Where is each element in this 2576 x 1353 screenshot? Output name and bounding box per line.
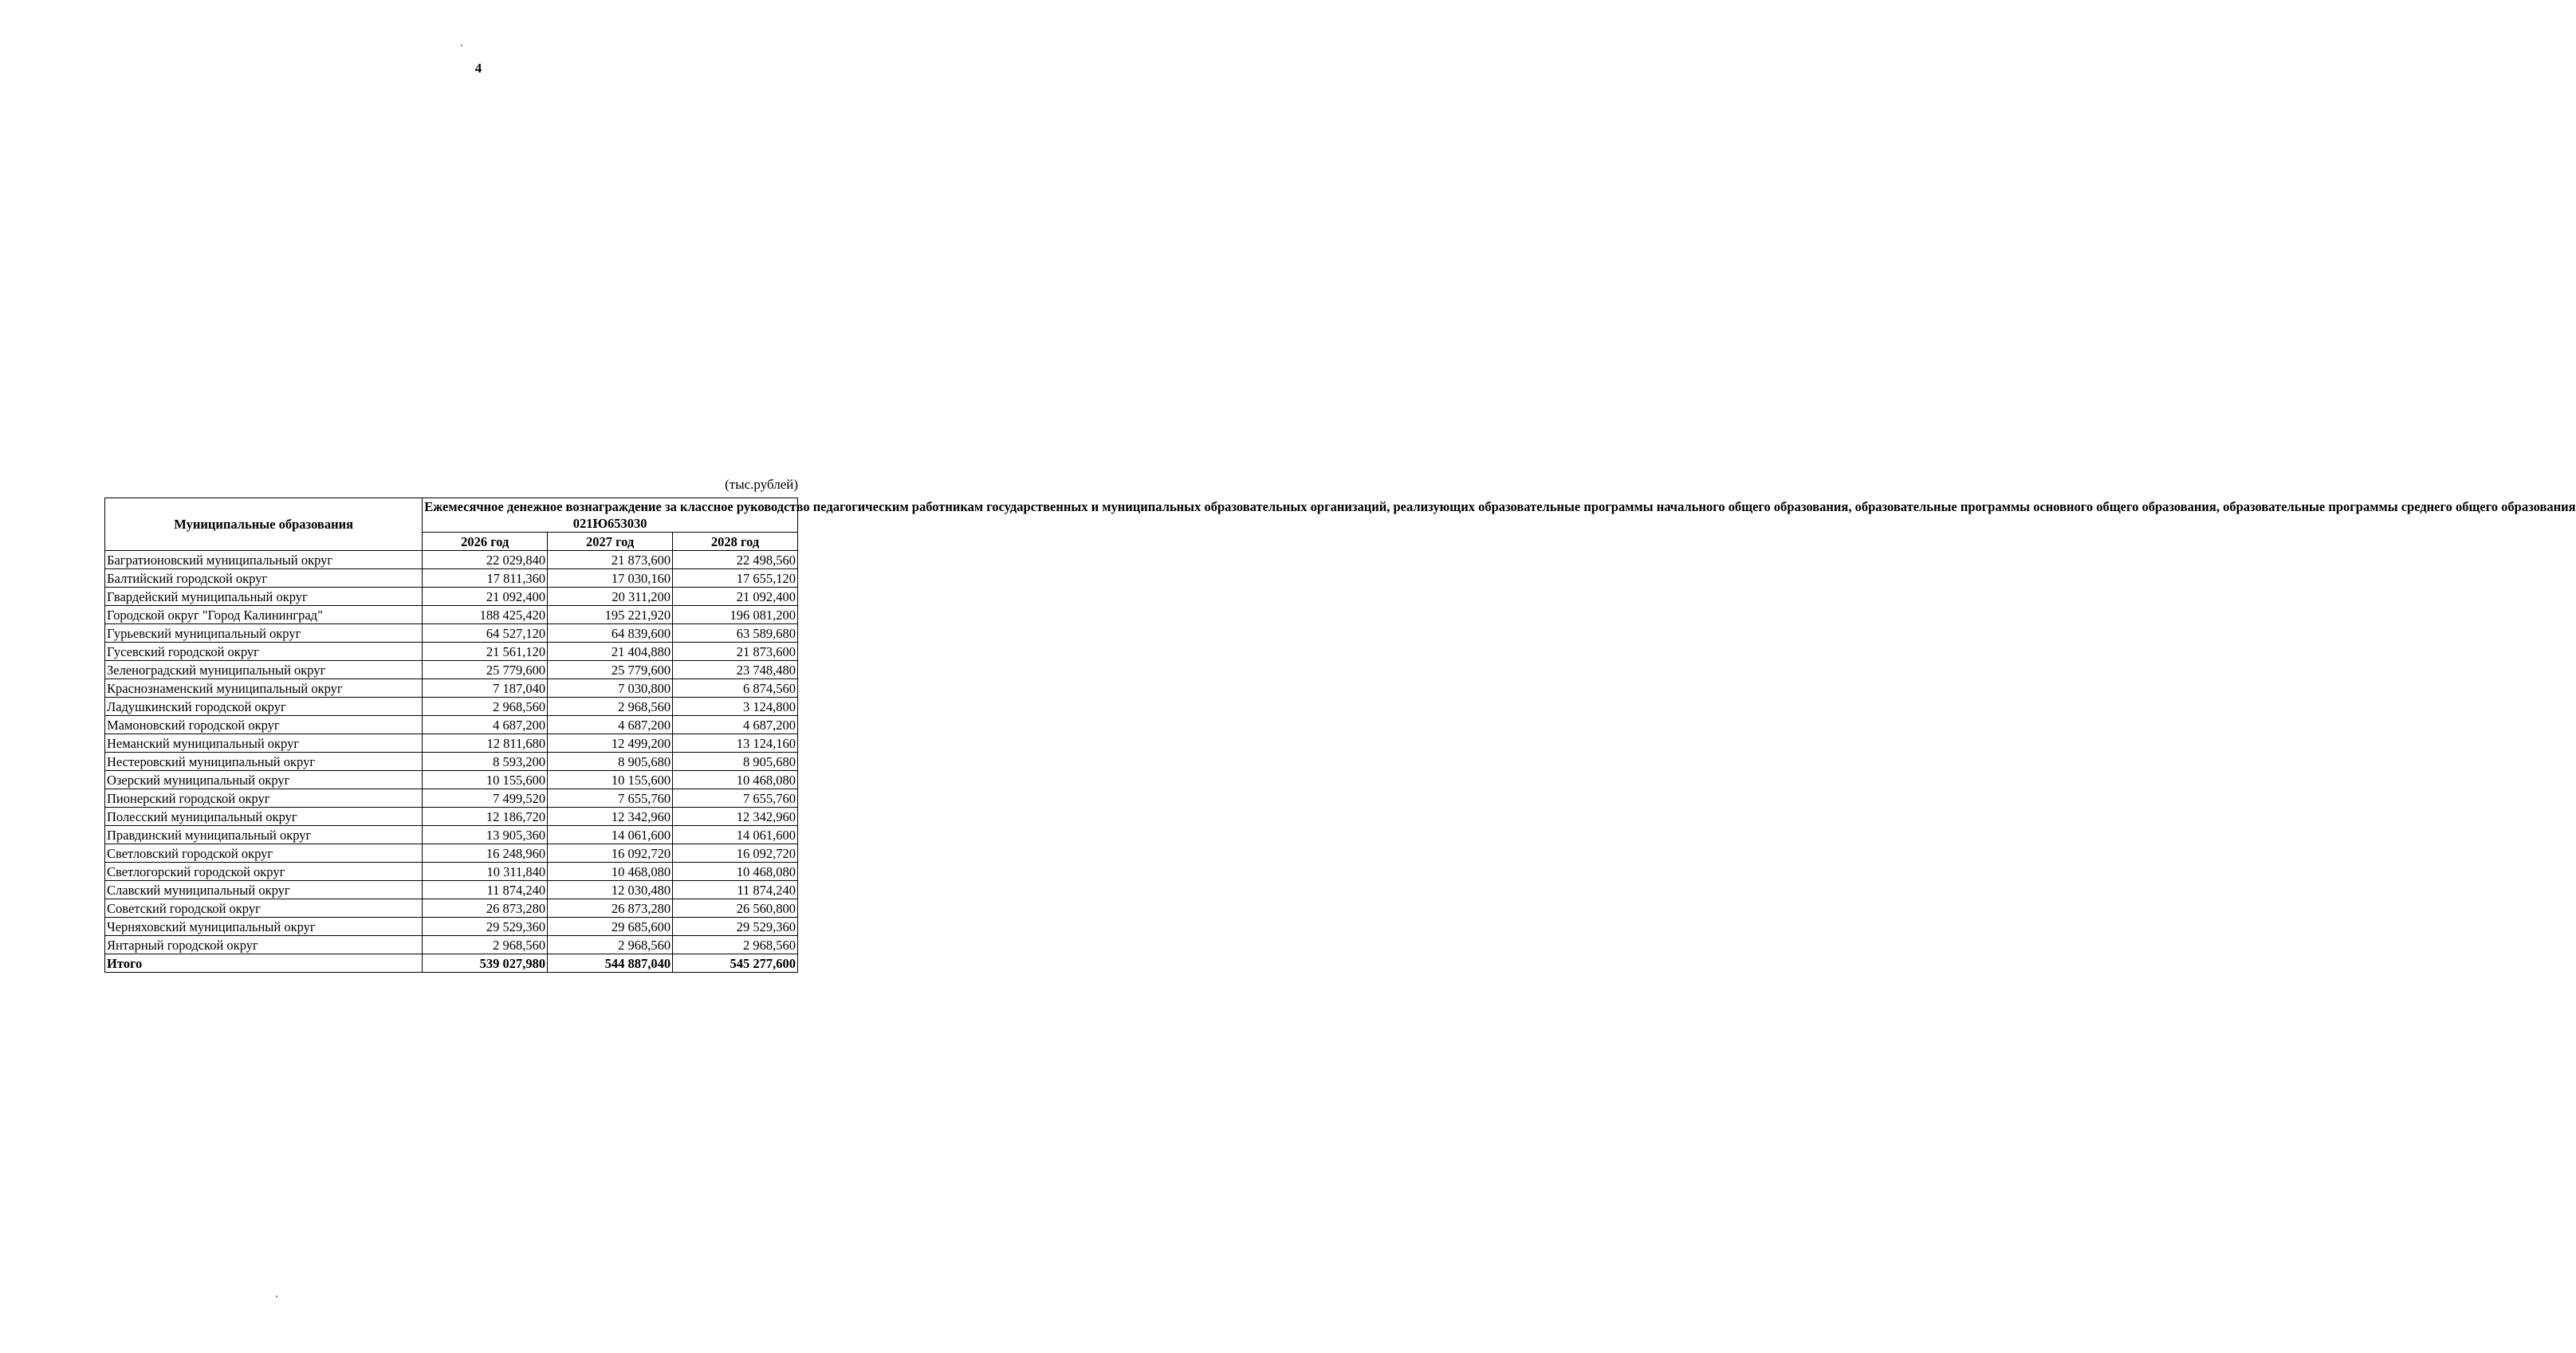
year-header-2028: 2028 год (673, 533, 798, 551)
value-2028: 16 092,720 (673, 844, 798, 863)
value-2028: 63 589,680 (673, 624, 798, 643)
value-2027: 195 221,920 (548, 606, 673, 624)
value-2026: 7 499,520 (423, 789, 548, 808)
municipality-name: Озерский муниципальный округ (105, 771, 423, 789)
municipality-name: Славский муниципальный округ (105, 881, 423, 899)
value-2026: 4 687,200 (423, 716, 548, 734)
value-2028: 11 874,240 (673, 881, 798, 899)
value-2028: 7 655,760 (673, 789, 798, 808)
table-row (105, 661, 798, 679)
value-2027: 7 030,800 (548, 679, 673, 698)
scan-speck (461, 45, 462, 46)
municipality-name: Балтийский городской округ (105, 569, 423, 588)
value-2026: 13 905,360 (423, 826, 548, 844)
value-2026: 21 092,400 (423, 588, 548, 606)
value-2026: 2 968,560 (423, 936, 548, 954)
value-2027: 10 468,080 (548, 863, 673, 881)
value-2027: 2 968,560 (548, 698, 673, 716)
value-2028: 196 081,200 (673, 606, 798, 624)
value-2026: 2 968,560 (423, 698, 548, 716)
value-2027: 12 499,200 (548, 734, 673, 753)
value-2026: 29 529,360 (423, 918, 548, 936)
table-row (105, 808, 798, 826)
table-row (105, 918, 798, 936)
table-row (105, 771, 798, 789)
municipality-name: Янтарный городской округ (105, 936, 423, 954)
value-2027: 7 655,760 (548, 789, 673, 808)
value-2028: 8 905,680 (673, 753, 798, 771)
municipality-name: Гусевский городской округ (105, 643, 423, 661)
value-2028: 12 342,960 (673, 808, 798, 826)
header-row (105, 498, 798, 533)
table-row (105, 679, 798, 698)
year-header-2026: 2026 год (423, 533, 548, 551)
value-2028: 22 498,560 (673, 551, 798, 569)
table-body (105, 551, 798, 973)
value-2028: 29 529,360 (673, 918, 798, 936)
value-2027: 29 685,600 (548, 918, 673, 936)
value-2026: 10 155,600 (423, 771, 548, 789)
value-2027: 26 873,280 (548, 899, 673, 918)
municipality-name: Советский городской округ (105, 899, 423, 918)
municipality-name: Мамоновский городской округ (105, 716, 423, 734)
table-row (105, 936, 798, 954)
page-number: 4 (474, 61, 482, 76)
value-2027: 20 311,200 (548, 588, 673, 606)
value-2028: 17 655,120 (673, 569, 798, 588)
value-2026: 64 527,120 (423, 624, 548, 643)
units-label: (тыс.рублей) (725, 477, 798, 492)
value-2026: 25 779,600 (423, 661, 548, 679)
municipality-name: Нестеровский муниципальный округ (105, 753, 423, 771)
table-row (105, 606, 798, 624)
municipality-name: Черняховский муниципальный округ (105, 918, 423, 936)
table-row (105, 881, 798, 899)
municipality-name: Багратионовский муниципальный округ (105, 551, 423, 569)
total-value-2027: 544 887,040 (548, 954, 673, 973)
table-row (105, 551, 798, 569)
table-row (105, 734, 798, 753)
value-2028: 4 687,200 (673, 716, 798, 734)
value-2027: 10 155,600 (548, 771, 673, 789)
table-row (105, 826, 798, 844)
value-2026: 12 811,680 (423, 734, 548, 753)
value-2028: 21 873,600 (673, 643, 798, 661)
municipality-name: Полесский муниципальный округ (105, 808, 423, 826)
value-2027: 21 404,880 (548, 643, 673, 661)
value-2027: 16 092,720 (548, 844, 673, 863)
table-row (105, 753, 798, 771)
total-value-2026: 539 027,980 (423, 954, 548, 973)
measure-title: Ежемесячное денежное вознаграждение за классное руководство педагогическим работникам государственных и муниципальных образовательных организаций, реализующих образовательные программы начального общего образования, образовательные программы основного общего образования, образовательные программы среднего общего образования (424, 499, 2576, 514)
value-2027: 64 839,600 (548, 624, 673, 643)
table-row (105, 789, 798, 808)
value-2027: 17 030,160 (548, 569, 673, 588)
value-2027: 14 061,600 (548, 826, 673, 844)
table-row (105, 844, 798, 863)
value-2026: 7 187,040 (423, 679, 548, 698)
table-row (105, 899, 798, 918)
municipality-name: Неманский муниципальный округ (105, 734, 423, 753)
value-2026: 22 029,840 (423, 551, 548, 569)
table-row (105, 698, 798, 716)
value-2026: 21 561,120 (423, 643, 548, 661)
total-value-2028: 545 277,600 (673, 954, 798, 973)
value-2028: 13 124,160 (673, 734, 798, 753)
value-2026: 11 874,240 (423, 881, 548, 899)
value-2026: 188 425,420 (423, 606, 548, 624)
municipality-name: Зеленоградский муниципальный округ (105, 661, 423, 679)
value-2027: 8 905,680 (548, 753, 673, 771)
municipality-name: Краснознаменский муниципальный округ (105, 679, 423, 698)
measure-code: 021Ю653030 (572, 516, 647, 531)
value-2026: 12 186,720 (423, 808, 548, 826)
value-2028: 26 560,800 (673, 899, 798, 918)
total-label: Итого (105, 954, 423, 973)
measure-column-header (423, 498, 2576, 533)
value-2028: 2 968,560 (673, 936, 798, 954)
value-2027: 4 687,200 (548, 716, 673, 734)
year-header-2027: 2027 год (548, 533, 673, 551)
municipality-name: Пионерский городской округ (105, 789, 423, 808)
municipality-name: Правдинский муниципальный округ (105, 826, 423, 844)
table-row (105, 863, 798, 881)
value-2026: 16 248,960 (423, 844, 548, 863)
value-2026: 17 811,360 (423, 569, 548, 588)
allocation-table (104, 498, 2576, 973)
municipality-name: Гурьевский муниципальный округ (105, 624, 423, 643)
value-2028: 10 468,080 (673, 863, 798, 881)
municipality-name: Городской округ "Город Калининград" (105, 606, 423, 624)
table-row (105, 588, 798, 606)
value-2028: 23 748,480 (673, 661, 798, 679)
value-2028: 21 092,400 (673, 588, 798, 606)
value-2028: 10 468,080 (673, 771, 798, 789)
table-row (105, 624, 798, 643)
municipality-name: Светловский городской округ (105, 844, 423, 863)
value-2027: 12 030,480 (548, 881, 673, 899)
value-2027: 21 873,600 (548, 551, 673, 569)
municipality-name: Светлогорский городской округ (105, 863, 423, 881)
value-2027: 12 342,960 (548, 808, 673, 826)
scan-speck (276, 1296, 277, 1297)
total-row (105, 954, 798, 973)
value-2028: 6 874,560 (673, 679, 798, 698)
value-2027: 2 968,560 (548, 936, 673, 954)
value-2026: 8 593,200 (423, 753, 548, 771)
value-2028: 14 061,600 (673, 826, 798, 844)
municipality-name: Ладушкинский городской округ (105, 698, 423, 716)
value-2027: 25 779,600 (548, 661, 673, 679)
value-2026: 26 873,280 (423, 899, 548, 918)
value-2028: 3 124,800 (673, 698, 798, 716)
table-row (105, 569, 798, 588)
value-2026: 10 311,840 (423, 863, 548, 881)
municipality-name: Гвардейский муниципальный округ (105, 588, 423, 606)
municipality-column-header: Муниципальные образования (105, 498, 423, 551)
table-row (105, 716, 798, 734)
table-row (105, 643, 798, 661)
